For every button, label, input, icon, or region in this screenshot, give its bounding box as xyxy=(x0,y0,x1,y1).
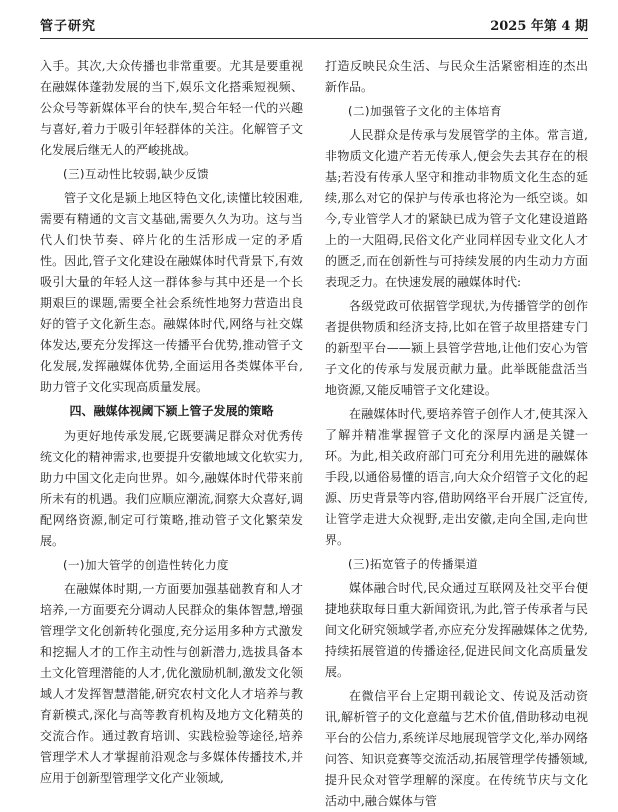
paragraph: 各级党政可依据管学现状,为传播管学的创作者提供物质和经济支持,比如在管子故里搭建专门的新型平台——颍上县管学营地,让他们安心为管子文化的传承与发展贡献力量。此举既能盘活当地资源,又能反哺管子文化建设。 xyxy=(325,299,588,397)
paragraph: 媒体融合时代,民众通过互联网及社交平台便捷地获取每日重大新闻资讯,为此,管子传承者与民间文化研究领域学者,亦应充分发挥融媒体之优势,持续拓展管道的传播途径,促进民间文化高质量发展。 xyxy=(325,581,588,679)
paragraph: 入手。其次,大众传播也非常重要。尤其是要重视在融媒体蓬勃发展的当下,娱乐文化搭乘短视频、公众号等新媒体平台的快车,契合年轻一代的兴趣与喜好,着力于吸引年轻群体的关注。化解管子文化发展后继无人的严峻挑战。 xyxy=(40,59,303,157)
paragraph: 在融媒体时期,一方面要加强基础教育和人才培养,一方面要充分调动人民群众的集体智慧,增强管理学文化创新转化强度,充分运用多种方式激发和挖掘人才的工作主动性与创新潜力,选拔具备本土文化管理潜能的人才,优化激励机制,激发文化领域人才发挥智慧潜能,研究农村文化人才培养与教育新模式,深化与高等教育机构及地方文化精英的交流合作。通过教育培训、实践检验等途径,培养管理学术人才掌握前沿观念与多媒体传播技术,并应用于创新型管理学文化产业领域, xyxy=(40,582,303,785)
subsection-heading: (三)互动性比较弱,缺少反馈 xyxy=(63,167,210,181)
left-column xyxy=(40,56,303,785)
paragraph: 为更好地传承发展,它既要满足群众对优秀传统文化的精神需求,也要提升安徽地域文化软实力,助力中国文化走向世界。如今,融媒体时代带来前所未有的机遇。我们应顺应潮流,洞察大众喜好,调配网络资源,制定可行策略,推动管子文化繁荣发展。 xyxy=(40,429,303,548)
paragraph: 在融媒体时代,要培养管子创作人才,使其深入了解并精准掌握管子文化的深厚内涵是关键一环。为此,相关政府部门可充分利用先进的融媒体手段,以通俗易懂的语言,向大众介绍管子文化的起源、历史背景等内容,借助网络平台开展广泛宣传,让管学走进大众视野,走出安徽,走向全国,走向世界。 xyxy=(325,407,588,547)
paragraph: 人民群众是传承与发展管学的主体。常言道,非物质文化遗产若无传承人,便会失去其存在的根基;若没有传承人坚守和推动非物质文化生态的延续,那么对它的保护与传承也将沦为一纸空谈。如今,专业管学人才的紧缺已成为管子文化建设道路上的一大阻碍,民俗文化产业同样因专业文化人才的匮乏,而在创新性与可持续发展的内生动力方面表现乏力。在快速发展的融媒体时代: xyxy=(325,128,588,289)
running-header xyxy=(40,14,588,39)
issue-number: 2025 年第 4 期 xyxy=(490,19,588,34)
article-body xyxy=(40,56,588,808)
right-column xyxy=(325,56,588,808)
subsection-heading: (二)加强管子文化的主体培育 xyxy=(348,104,502,118)
journal-name: 管子研究 xyxy=(40,19,97,34)
paragraph: 管子文化是颍上地区特色文化,读懂比较困难,需要有精通的文言文基础,需要久久为功。这与当代人们快节奏、碎片化的生活形成一定的矛盾性。因此,管子文化建设在融媒体时代背景下,有效吸引大量的年轻人这一群体参与其中还是一个长期艰巨的课题,需要全社会系统性地努力营造出良好的管子文化新生态。融媒体时代,网络与社交媒体发达,要充分发挥这一传播平台优势,推动管子文化发展,发挥融媒体优势,全面运用各类媒体平台,助力管子文化实现高质量发展。 xyxy=(40,191,303,394)
subsection-heading: (一)加大管学的创造性转化力度 xyxy=(63,558,229,572)
paragraph: 打造反映民众生活、与民众生活紧密相连的杰出新作品。 xyxy=(325,59,588,94)
section-heading: 四、融媒体视阈下颍上管子发展的策略 xyxy=(69,404,274,418)
paragraph: 在微信平台上定期刊载论文、传说及活动资讯,解析管子的文化意蕴与艺术价值,借助移动电视平台的公信力,系统详尽地展现管学文化,举办网络问答、知识竞赛等交流活动,拓展管理学传播领域,提升民众对管学理解的深度。在传统节庆与文化活动中,融合媒体与管 xyxy=(325,689,588,808)
subsection-heading: (三)拓宽管子的传播渠道 xyxy=(348,557,478,571)
